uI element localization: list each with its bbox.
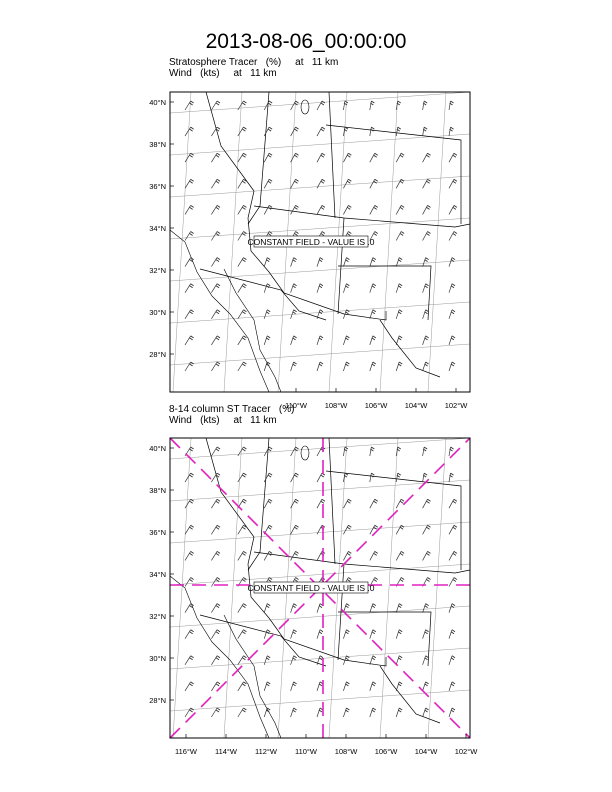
wind-barb-icon <box>238 656 247 665</box>
wind-barb-icon <box>343 525 351 534</box>
wind-barb-icon <box>211 630 220 639</box>
wind-barb-icon <box>370 551 378 560</box>
wind-barb-icon <box>291 447 299 456</box>
wind-barb-icon <box>396 708 402 717</box>
wind-barb-icon <box>291 473 299 482</box>
wind-barb-icon <box>370 205 378 214</box>
wind-barb-icon <box>264 179 272 188</box>
wind-barb-icon <box>185 525 194 534</box>
wind-barb-icon <box>423 499 431 508</box>
latitude-line <box>170 134 470 155</box>
panel1-wind-label: Wind (kts) at 11 km <box>169 68 277 79</box>
wind-barb-icon <box>423 336 429 345</box>
latitude-label: 30°N <box>149 654 166 663</box>
wind-barb-icon <box>396 656 402 665</box>
longitude-label: 108°W <box>334 747 358 756</box>
wind-barb-icon <box>423 232 431 241</box>
wind-barb-icon <box>211 336 220 345</box>
wind-barb-icon <box>211 708 220 717</box>
wind-barb-icon <box>396 525 404 534</box>
wind-barb-icon <box>185 362 194 371</box>
wind-barb-icon <box>238 551 247 560</box>
wind-barb-icon <box>291 708 297 717</box>
latitude-label: 36°N <box>149 528 166 537</box>
great-salt-lake <box>301 100 309 114</box>
wind-barb-icon <box>211 127 220 136</box>
latitude-label: 36°N <box>149 182 166 191</box>
wind-barb-icon <box>449 362 455 371</box>
longitude-label: 104°W <box>404 401 428 410</box>
wind-barb-icon <box>238 205 247 214</box>
wind-barb-icon <box>423 708 429 717</box>
longitude-label: 106°W <box>364 401 388 410</box>
wind-barb-icon <box>343 258 349 267</box>
wind-barb-icon <box>423 447 428 456</box>
state-border <box>200 269 326 320</box>
longitude-line <box>224 92 242 392</box>
wind-barb-icon <box>238 232 247 241</box>
wind-barb-icon <box>264 499 272 508</box>
wind-barb-icon <box>238 336 247 345</box>
wind-barb-icon <box>291 551 299 560</box>
wind-barb-icon <box>185 336 194 345</box>
wind-barb-icon <box>449 258 455 267</box>
wind-barb-icon <box>343 447 348 456</box>
state-border <box>329 92 335 218</box>
longitude-label: 104°W <box>414 747 438 756</box>
wind-barb-icon <box>185 258 194 267</box>
wind-barb-icon <box>343 708 349 717</box>
longitude-line <box>173 92 191 392</box>
wind-barb-icon <box>317 362 323 371</box>
wind-barb-icon <box>343 101 348 110</box>
wind-barb-icon <box>291 205 299 214</box>
longitude-label: 116°W <box>174 747 198 756</box>
wind-barb-icon <box>449 232 457 241</box>
longitude-label: 102°W <box>454 747 478 756</box>
state-borders <box>200 438 470 723</box>
wind-barb-icon <box>449 656 455 665</box>
longitude-labels <box>175 734 478 756</box>
wind-barb-icon <box>343 473 348 482</box>
latitude-line <box>170 176 470 197</box>
wind-barb-icon <box>343 284 349 293</box>
panel2-wind-label: Wind (kts) at 11 km <box>169 415 277 426</box>
wind-barb-icon <box>370 179 378 188</box>
state-border <box>200 615 326 666</box>
wind-barb-icon <box>317 284 323 293</box>
longitude-line <box>380 92 398 392</box>
panel2-field-label: 8-14 column ST Tracer (%) <box>169 404 295 415</box>
wind-barb-icon <box>238 310 247 319</box>
wind-barb-icon <box>238 153 247 162</box>
wind-barb-icon <box>343 127 348 136</box>
wind-barb-icon <box>238 604 247 613</box>
wind-barb-icon <box>291 127 299 136</box>
longitude-label: 110°W <box>294 747 318 756</box>
wind-barb-icon <box>370 101 375 110</box>
wind-barb-icon <box>343 179 351 188</box>
wind-barb-icon <box>423 525 431 534</box>
latitude-line <box>170 92 470 113</box>
wind-barb-icon <box>370 708 376 717</box>
wind-barb-icon <box>291 682 297 691</box>
wind-barb-icon <box>343 682 349 691</box>
wind-barb-icon <box>423 284 429 293</box>
wind-barb-icon <box>185 604 194 613</box>
wind-barb-icon <box>370 127 375 136</box>
wind-barb-icon <box>317 336 323 345</box>
wind-barb-icon <box>370 153 378 162</box>
state-border <box>338 612 431 666</box>
wind-barb-icon <box>264 205 272 214</box>
wind-barb-icon <box>343 336 349 345</box>
longitude-label: 112°W <box>254 747 278 756</box>
wind-barb-icon <box>185 205 194 214</box>
wind-barb-icon <box>264 682 270 691</box>
wind-barb-icon <box>449 473 454 482</box>
wind-barb-icon <box>370 682 376 691</box>
wind-barb-icon <box>185 473 194 482</box>
wind-barb-icon <box>449 127 454 136</box>
latitude-line <box>170 438 470 459</box>
wind-barb-icon <box>185 127 194 136</box>
longitude-label: 102°W <box>444 401 468 410</box>
wind-barb-icon <box>370 656 376 665</box>
wind-barb-icon <box>423 630 429 639</box>
constant-field-text: CONSTANT FIELD - VALUE IS .0 <box>247 583 375 593</box>
wind-barb-icon <box>370 362 376 371</box>
wind-barb-icon <box>185 284 194 293</box>
wind-barb-icon <box>423 258 429 267</box>
wind-barb-icon <box>449 179 457 188</box>
wind-barb-icon <box>343 205 351 214</box>
wind-barb-icon <box>211 153 220 162</box>
wind-barb-icon <box>264 551 272 560</box>
wind-barb-icon <box>185 179 194 188</box>
wind-barb-icon <box>238 127 247 136</box>
wind-barb-icon <box>317 179 325 188</box>
wind-barb-icon <box>264 284 270 293</box>
wind-barb-icon <box>317 682 323 691</box>
state-border <box>248 537 386 666</box>
wind-barb-icon <box>185 153 194 162</box>
wind-barb-icon <box>238 284 247 293</box>
wind-barb-icon <box>449 525 457 534</box>
wind-barb-icon <box>211 205 220 214</box>
wind-barb-icon <box>396 499 404 508</box>
wind-barb-icon <box>449 205 457 214</box>
wind-barb-icon <box>317 630 323 639</box>
wind-barb-icon <box>396 232 404 241</box>
latitude-label: 32°N <box>149 266 166 275</box>
longitude-line <box>173 438 191 738</box>
wind-barb-icon <box>449 604 455 613</box>
wind-barb-icon <box>370 473 375 482</box>
wind-barb-icon <box>291 101 299 110</box>
wind-barb-icon <box>238 179 247 188</box>
wind-barb-icon <box>264 630 270 639</box>
wind-barb-icon <box>238 630 247 639</box>
wind-barb-icon <box>238 708 247 717</box>
latitude-label: 28°N <box>149 350 166 359</box>
wind-barb-icon <box>185 551 194 560</box>
latitude-label: 34°N <box>149 570 166 579</box>
wind-barb-icon <box>211 551 220 560</box>
wind-barb-icon <box>211 258 220 267</box>
state-borders <box>200 92 470 377</box>
state-border <box>380 320 440 377</box>
wind-barb-icon <box>264 153 272 162</box>
wind-barb-icon <box>211 362 220 371</box>
wind-barb-icon <box>211 447 220 456</box>
wind-barb-icon <box>211 284 220 293</box>
wind-barb-icon <box>211 525 220 534</box>
wind-barb-icon <box>185 232 194 241</box>
wind-barb-icon <box>264 310 270 319</box>
constant-field-text: CONSTANT FIELD - VALUE IS .0 <box>247 237 375 247</box>
wind-barb-icon <box>238 447 247 456</box>
wind-barb-icon <box>423 101 428 110</box>
wind-barb-icon <box>343 630 349 639</box>
latitude-label: 32°N <box>149 612 166 621</box>
wind-barb-icon <box>396 682 402 691</box>
wind-barb-icon <box>343 499 351 508</box>
wind-barb-icon <box>449 708 455 717</box>
wind-barb-icon <box>449 551 457 560</box>
wind-barb-icon <box>185 310 194 319</box>
longitude-line <box>224 438 242 738</box>
wind-barb-icon <box>343 362 349 371</box>
wind-barb-icon <box>185 682 194 691</box>
wind-barb-icon <box>211 656 220 665</box>
wind-barb-icon <box>396 127 401 136</box>
wind-barb-icon <box>317 258 323 267</box>
wind-barb-icon <box>396 205 404 214</box>
wind-barb-icon <box>264 336 270 345</box>
wind-barb-icon <box>449 578 457 587</box>
wind-barb-icon <box>291 284 297 293</box>
latitude-line <box>170 606 470 627</box>
wind-barb-icon <box>423 682 429 691</box>
wind-barb-icon <box>423 656 429 665</box>
wind-barb-icon <box>370 499 378 508</box>
wind-barb-icon <box>238 258 247 267</box>
state-border <box>248 191 386 320</box>
great-salt-lake <box>301 446 309 460</box>
latitude-label: 34°N <box>149 224 166 233</box>
wind-barb-icon <box>211 499 220 508</box>
wind-barb-icon <box>291 336 297 345</box>
wind-barb-icon <box>423 205 431 214</box>
wind-barb-icon <box>211 604 220 613</box>
wind-barb-icon <box>396 473 401 482</box>
constant-field-notice <box>247 582 374 593</box>
wind-barb-icon <box>343 153 351 162</box>
wind-barb-icon <box>396 336 402 345</box>
wind-barb-icon <box>264 604 270 613</box>
latitude-label: 40°N <box>149 444 166 453</box>
wind-barb-icon <box>370 525 378 534</box>
wind-barb-icon <box>423 310 429 319</box>
state-border <box>254 206 470 227</box>
wind-barb-icon <box>396 310 402 319</box>
longitude-label: 114°W <box>214 747 238 756</box>
wind-barb-icon <box>396 179 404 188</box>
state-border <box>338 266 431 320</box>
wind-barb-icon <box>396 284 402 293</box>
wind-barb-icon <box>396 630 402 639</box>
wind-barb-icon <box>423 551 431 560</box>
wind-barb-icon <box>264 258 270 267</box>
map-panel-2 <box>140 426 480 766</box>
longitude-label: 110°W <box>284 401 308 410</box>
wind-barb-icon <box>343 551 351 560</box>
wind-barb-icon <box>317 101 325 110</box>
wind-barb-icon <box>291 630 297 639</box>
constant-field-notice <box>247 236 374 247</box>
latitude-line <box>170 522 470 543</box>
latitude-label: 38°N <box>149 140 166 149</box>
wind-barb-icon <box>185 499 194 508</box>
wind-barb-icon <box>211 101 220 110</box>
wind-barb-icon <box>396 153 404 162</box>
wind-barb-icon <box>317 604 323 613</box>
page-title: 2013-08-06_00:00:00 <box>205 30 407 53</box>
panel1-field-label: Stratosphere Tracer (%) at 11 km <box>169 57 339 68</box>
wind-barb-icon <box>185 656 194 665</box>
wind-barb-icon <box>449 284 455 293</box>
longitude-labels <box>285 388 468 410</box>
wind-barb-icon <box>370 258 376 267</box>
wind-barb-icon <box>423 153 431 162</box>
wind-barb-icon <box>264 656 270 665</box>
wind-barb-icon <box>449 499 457 508</box>
wind-barb-icon <box>185 630 194 639</box>
wind-barb-icon <box>185 101 194 110</box>
wind-barb-icon <box>396 362 402 371</box>
wind-barb-icon <box>449 682 455 691</box>
wind-barb-icon <box>423 179 431 188</box>
wind-barb-icon <box>370 604 376 613</box>
wind-barb-icon <box>317 473 325 482</box>
wind-barb-icon <box>370 310 376 319</box>
wind-barb-icon <box>291 258 297 267</box>
wind-barb-icon <box>211 179 220 188</box>
wind-barb-icon <box>370 284 376 293</box>
wind-barb-icon <box>291 362 297 371</box>
wind-barb-icon <box>423 362 429 371</box>
wind-barb-icon <box>449 630 455 639</box>
wind-barb-icon <box>317 153 325 162</box>
wind-barb-icon <box>370 630 376 639</box>
wind-barb-icon <box>211 310 220 319</box>
state-border <box>380 666 440 723</box>
wind-barb-icon <box>317 205 325 214</box>
wind-barb-icon <box>449 101 454 110</box>
wind-barb-icon <box>396 551 404 560</box>
latitude-line <box>170 344 470 365</box>
latitude-label: 40°N <box>149 98 166 107</box>
wind-barb-icon <box>238 101 247 110</box>
wind-barb-icon <box>370 336 376 345</box>
wind-barb-icon <box>423 127 428 136</box>
wind-barb-icon <box>238 682 247 691</box>
wind-barb-icon <box>449 153 457 162</box>
wind-barb-icon <box>291 179 299 188</box>
wind-barb-icon <box>449 336 455 345</box>
wind-barb-icon <box>317 127 325 136</box>
wind-barb-icon <box>238 362 247 371</box>
wind-barb-icon <box>291 525 299 534</box>
wind-barb-icon <box>423 604 429 613</box>
wind-barb-icon <box>449 310 455 319</box>
latitude-line <box>170 260 470 281</box>
wind-barb-icon <box>211 473 220 482</box>
latitude-label: 28°N <box>149 696 166 705</box>
longitude-label: 108°W <box>324 401 348 410</box>
wind-barb-icon <box>238 473 247 482</box>
wind-barb-icon <box>370 447 375 456</box>
wind-barb-icon <box>238 525 247 534</box>
state-border <box>329 438 335 564</box>
wind-barb-icon <box>317 708 323 717</box>
longitude-line <box>380 438 398 738</box>
latitude-label: 30°N <box>149 308 166 317</box>
longitude-label: 106°W <box>374 747 398 756</box>
latitude-label: 38°N <box>149 486 166 495</box>
